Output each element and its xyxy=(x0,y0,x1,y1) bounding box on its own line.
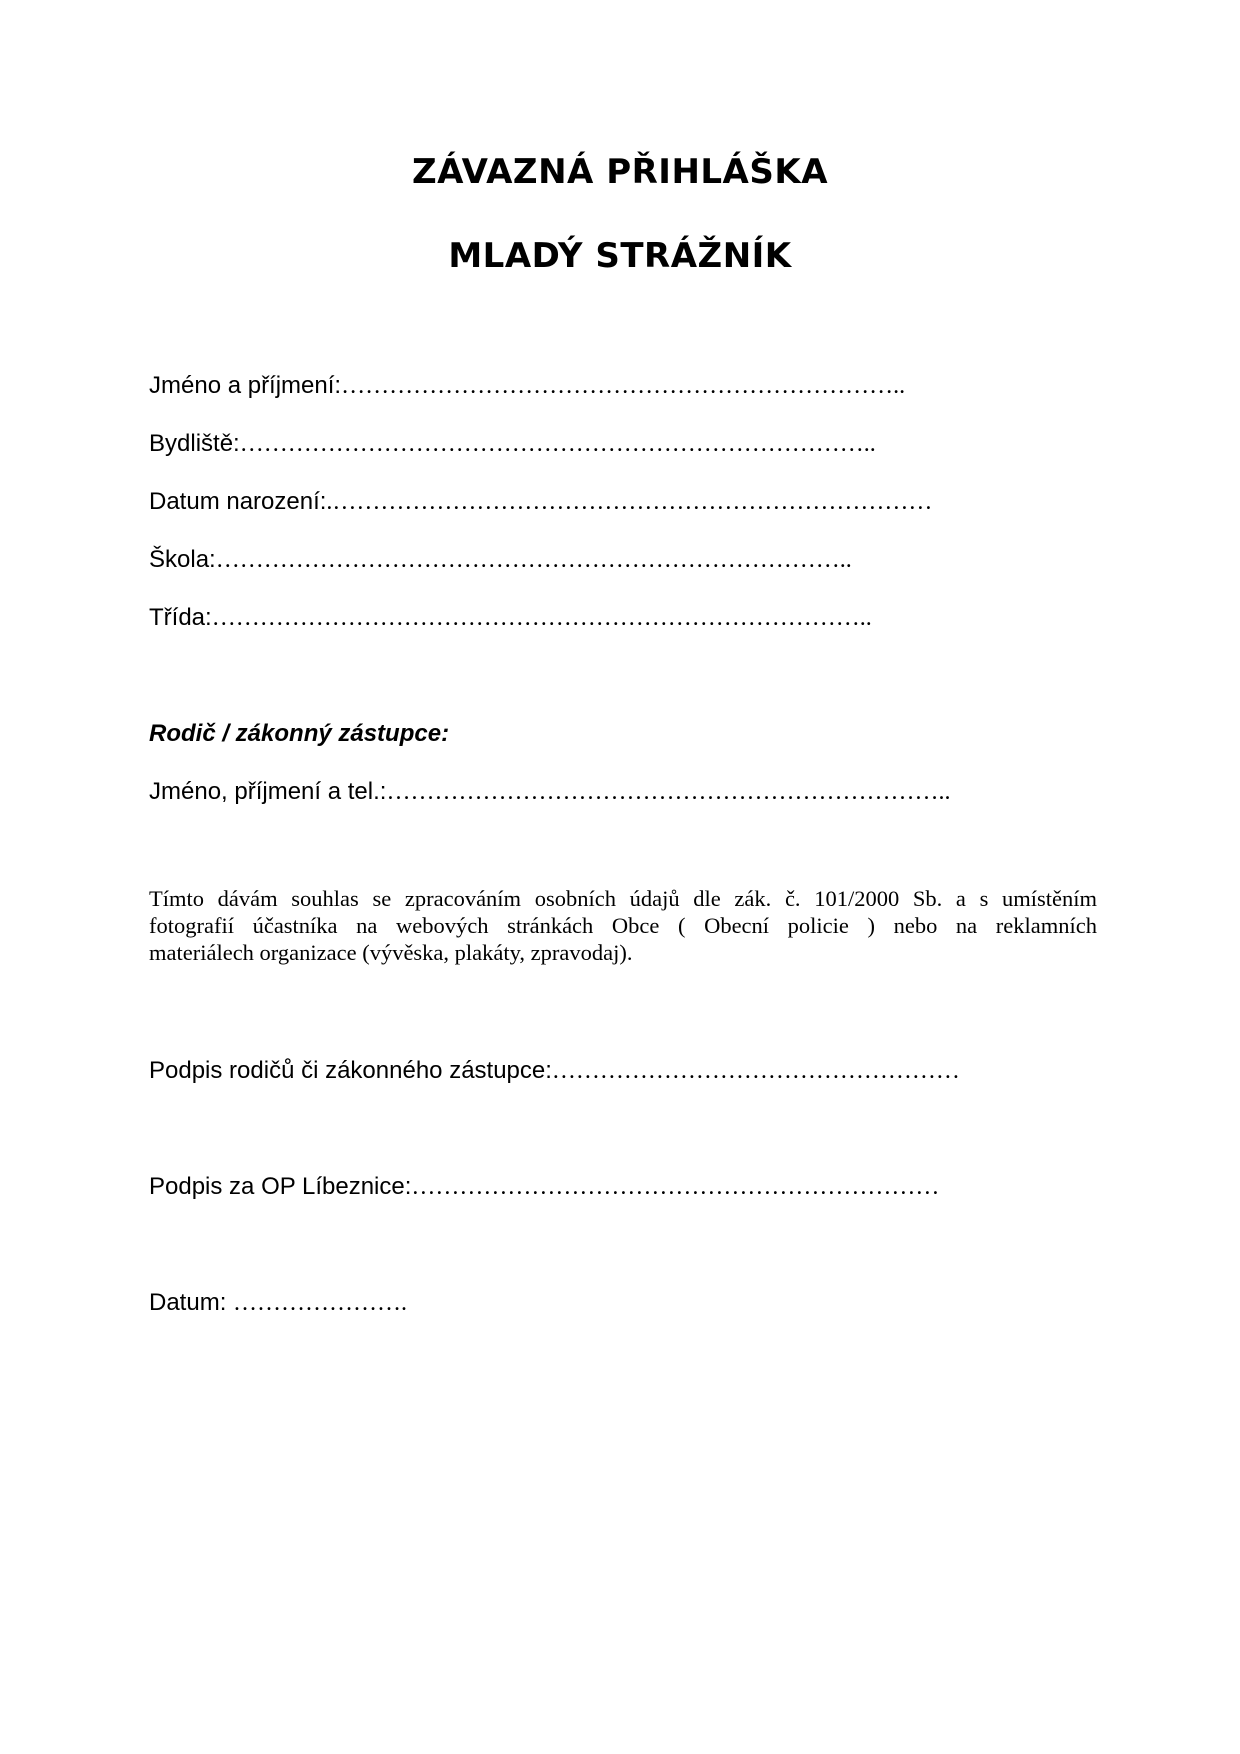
guardian-contact-label: Jméno, příjmení a tel.: xyxy=(149,778,387,805)
school-field xyxy=(149,546,852,574)
school-dots: …………………………………………………………………….. xyxy=(215,547,852,573)
parent-signature-dots: …………………………………………… xyxy=(551,1058,960,1084)
birth-date-dots: .………………………………………………………………… xyxy=(326,489,933,515)
class-field xyxy=(149,604,872,632)
op-signature-dots: ………………………………………………………… xyxy=(411,1174,940,1200)
participant-name-dots: …………………………………………………………….. xyxy=(341,373,906,399)
guardian-heading: Rodič / zákonný zástupce: xyxy=(149,720,450,747)
participant-name-field xyxy=(149,372,905,400)
consent-line: Tímto dávám souhlas se zpracováním osobních údajů dle zák. č. 101/2000 Sb. a s umístěním xyxy=(149,886,1097,911)
date-field xyxy=(149,1289,407,1317)
op-signature-field xyxy=(149,1173,939,1201)
birth-date-field xyxy=(149,488,932,516)
class-label: Třída: xyxy=(149,604,212,631)
consent-line: fotografií účastníka na webových stránkách Obce ( Obecní policie ) nebo na reklamních xyxy=(149,913,1097,938)
school-label: Škola: xyxy=(149,546,216,573)
parent-signature-field xyxy=(149,1057,960,1085)
address-field xyxy=(149,430,876,458)
consent-line: materiálech organizace (vývěska, plakáty, zpravodaj). xyxy=(149,940,633,965)
date-dots: …………………. xyxy=(233,1290,408,1316)
consent-paragraph xyxy=(149,885,1097,966)
parent-signature-label: Podpis rodičů či zákonného zástupce: xyxy=(149,1057,552,1084)
date-label: Datum: xyxy=(149,1289,234,1316)
form-title: ZÁVAZNÁ PŘIHLÁŠKA xyxy=(411,152,829,192)
class-dots: ……………………………………………………………………….. xyxy=(211,605,872,631)
birth-date-label: Datum narození: xyxy=(149,488,327,515)
participant-name-label: Jméno a příjmení: xyxy=(149,372,342,399)
guardian-contact-dots: …………………………………………………………….. xyxy=(386,779,951,805)
form-subtitle: MLADÝ STRÁŽNÍK xyxy=(448,236,792,276)
op-signature-label: Podpis za OP Líbeznice: xyxy=(149,1173,412,1200)
guardian-contact-field xyxy=(149,778,950,806)
address-dots: …………………………………………………………………….. xyxy=(239,431,876,457)
address-label: Bydliště: xyxy=(149,430,240,457)
